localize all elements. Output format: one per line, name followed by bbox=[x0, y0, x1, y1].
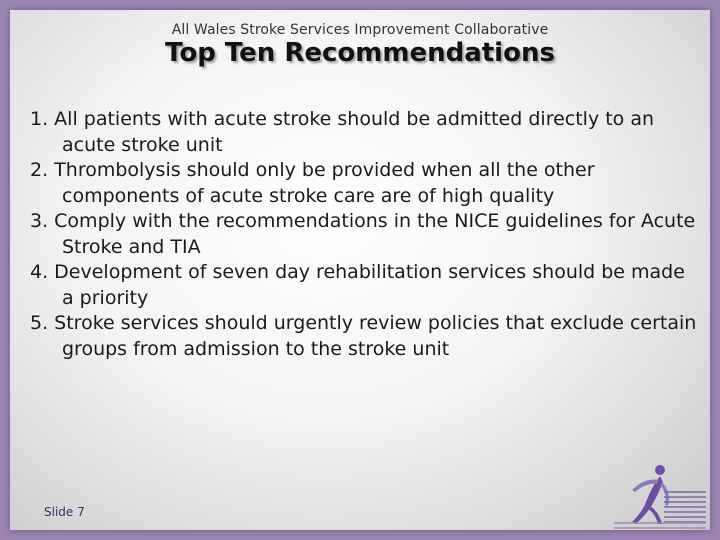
slide-title: Top Ten Recommendations bbox=[165, 38, 555, 68]
logo-tagline-lines bbox=[614, 522, 706, 530]
list-item: 1. All patients with acute stroke should be admitted directly to an acute stroke unit bbox=[30, 108, 655, 156]
logo-text-lines bbox=[664, 491, 706, 526]
slide-number: Slide 7 bbox=[44, 505, 85, 519]
slide bbox=[10, 10, 710, 530]
list-item: 2. Thrombolysis should only be provided when all the other components of acute stroke care are of high quality bbox=[30, 159, 595, 207]
list-item: 5. Stroke services should urgently review policies that exclude certain groups from admission to the stroke unit bbox=[30, 312, 697, 360]
recommendation-list bbox=[30, 107, 700, 362]
slide-subtitle: All Wales Stroke Services Improvement Collaborative bbox=[171, 22, 549, 38]
list-item: 4. Development of seven day rehabilitation services should be made a priority bbox=[30, 261, 685, 309]
list-item: 3. Comply with the recommendations in the NICE guidelines for Acute Stroke and TIA bbox=[30, 210, 696, 258]
